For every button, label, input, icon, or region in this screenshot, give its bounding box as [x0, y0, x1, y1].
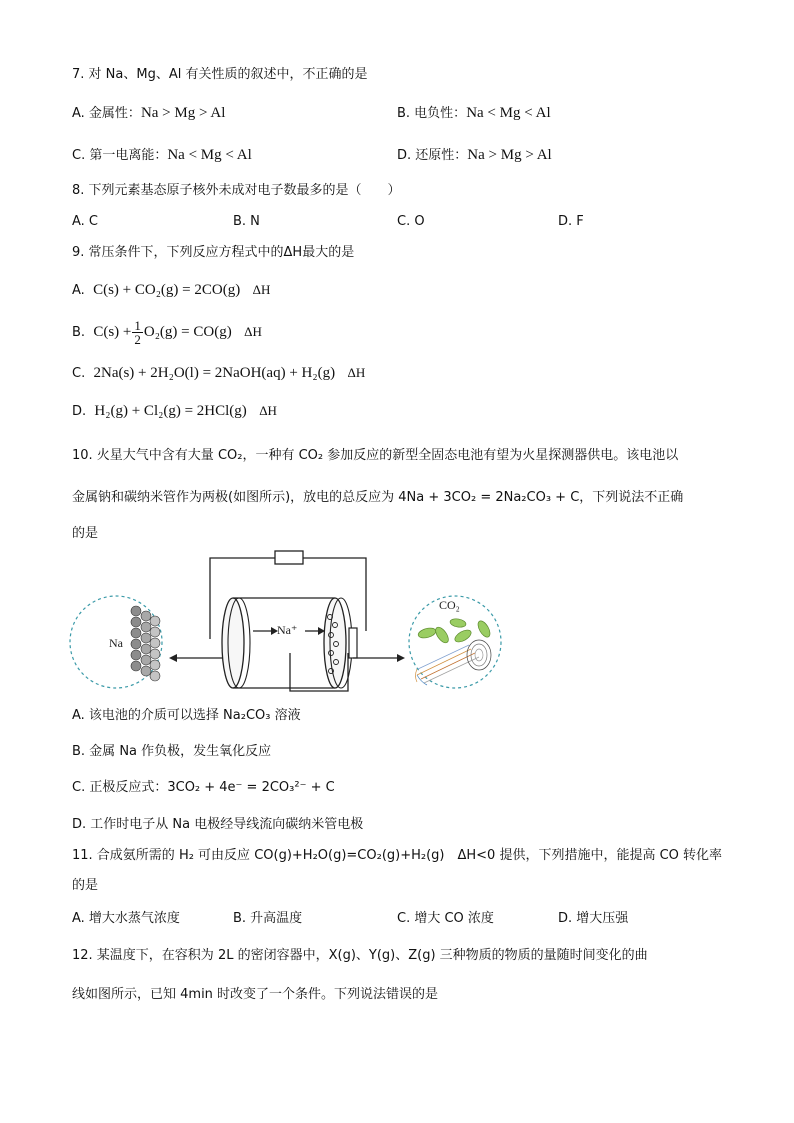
q12-line-2: 线如图所示，已知 4min 时改变了一个条件。下列说法错误的是	[72, 987, 439, 1002]
co2-label: CO₂	[439, 598, 460, 612]
q7-option-b	[397, 103, 551, 124]
q7-c-label: C. 第一电离能：	[72, 148, 168, 163]
q11-option-b: B. 升高温度	[233, 911, 303, 926]
q7-d-expr: Na > Mg > Al	[467, 147, 552, 163]
q9-b-fraction	[132, 319, 143, 346]
q10-line-3: 的是	[72, 526, 99, 541]
q8-option-a: A. C	[72, 214, 99, 229]
q9-b-label: B.	[72, 325, 86, 340]
q10-line-1: 10. 火星大气中含有大量 CO₂，一种有 CO₂ 参加反应的新型全固态电池有望为火星探测器供电。该电池以	[72, 448, 679, 463]
q9-d-expr: H₂(g) + Cl₂(g) = 2HCl(g)	[94, 403, 247, 419]
q9-b-numerator: 1	[134, 318, 141, 333]
q11-option-d: D. 增大压强	[558, 911, 629, 926]
q9-b-pre: C(s) +	[93, 324, 132, 340]
q9-c-dh: ΔH	[347, 365, 366, 380]
q10-option-b: B. 金属 Na 作负极，发生氧化反应	[72, 744, 272, 759]
q9-stem: 9. 常压条件下，下列反应方程式中的ΔH最大的是	[72, 245, 355, 260]
q9-b-dh: ΔH	[244, 324, 262, 339]
q8-option-c: C. O	[397, 214, 425, 229]
q9-option-c	[72, 363, 365, 384]
sodium-atoms	[131, 606, 160, 681]
sodium-ion-label: Na⁺	[277, 623, 298, 637]
q12-line-1: 12. 某温度下，在容积为 2L 的密闭容器中，X(g)、Y(g)、Z(g) 三种物质的物质的量随时间变化的曲	[72, 948, 648, 963]
q9-a-label: A.	[72, 283, 85, 298]
q7-b-label: B. 电负性：	[397, 106, 467, 121]
co2-molecules	[417, 618, 492, 645]
q11-line-1: 11. 合成氨所需的 H₂ 可由反应 CO(g)+H₂O(g)=CO₂(g)+H₂(g) ΔH<0 提供，下列措施中，能提高 CO 转化率	[72, 848, 723, 863]
q10-option-c: C. 正极反应式：3CO₂ + 4e⁻ = 2CO₃²⁻ + C	[72, 780, 335, 795]
q7-c-expr: Na < Mg < Al	[167, 147, 252, 163]
q8-stem: 8. 下列元素基态原子核外未成对电子数最多的是（ ）	[72, 183, 401, 198]
q9-c-label: C.	[72, 366, 86, 381]
q7-a-label: A. 金属性：	[72, 106, 141, 121]
battery-diagram	[65, 545, 515, 697]
q7-option-c	[72, 145, 252, 166]
sodium-label: Na	[109, 636, 123, 650]
q9-b-denominator: 2	[134, 332, 141, 347]
q9-option-b	[72, 318, 262, 347]
q8-option-b: B. N	[233, 214, 260, 229]
q7-b-expr: Na < Mg < Al	[466, 105, 551, 121]
q7-option-d	[397, 145, 552, 166]
q10-option-d: D. 工作时电子从 Na 电极经导线流向碳纳米管电极	[72, 817, 364, 832]
q7-d-label: D. 还原性：	[397, 148, 468, 163]
q7-stem: 7. 对 Na、Mg、Al 有关性质的叙述中，不正确的是	[72, 67, 368, 82]
q9-option-a	[72, 280, 270, 301]
q11-line-2: 的是	[72, 878, 99, 893]
q9-d-dh: ΔH	[259, 403, 277, 418]
q9-a-dh: ΔH	[252, 282, 271, 297]
q7-a-expr: Na > Mg > Al	[140, 105, 226, 121]
q7-option-a	[72, 103, 225, 124]
q10-option-a: A. 该电池的介质可以选择 Na₂CO₃ 溶液	[72, 708, 301, 723]
q10-line-2: 金属钠和碳纳米管作为两极(如图所示)，放电的总反应为 4Na + 3CO₂ = 2Na₂CO₃ + C，下列说法不正确	[72, 490, 684, 505]
q9-c-expr: 2Na(s) + 2H₂O(l) = 2NaOH(aq) + H₂(g)	[93, 365, 336, 381]
q9-a-expr: C(s) + CO₂(g) = 2CO(g)	[93, 282, 241, 298]
q9-option-d	[72, 401, 277, 422]
q11-option-a: A. 增大水蒸气浓度	[72, 911, 180, 926]
q11-option-c: C. 增大 CO 浓度	[397, 911, 494, 926]
q9-b-post: O₂(g) = CO(g)	[143, 324, 232, 340]
resistor	[275, 551, 303, 564]
q9-d-label: D.	[72, 404, 87, 419]
q8-option-d: D. F	[558, 214, 584, 229]
